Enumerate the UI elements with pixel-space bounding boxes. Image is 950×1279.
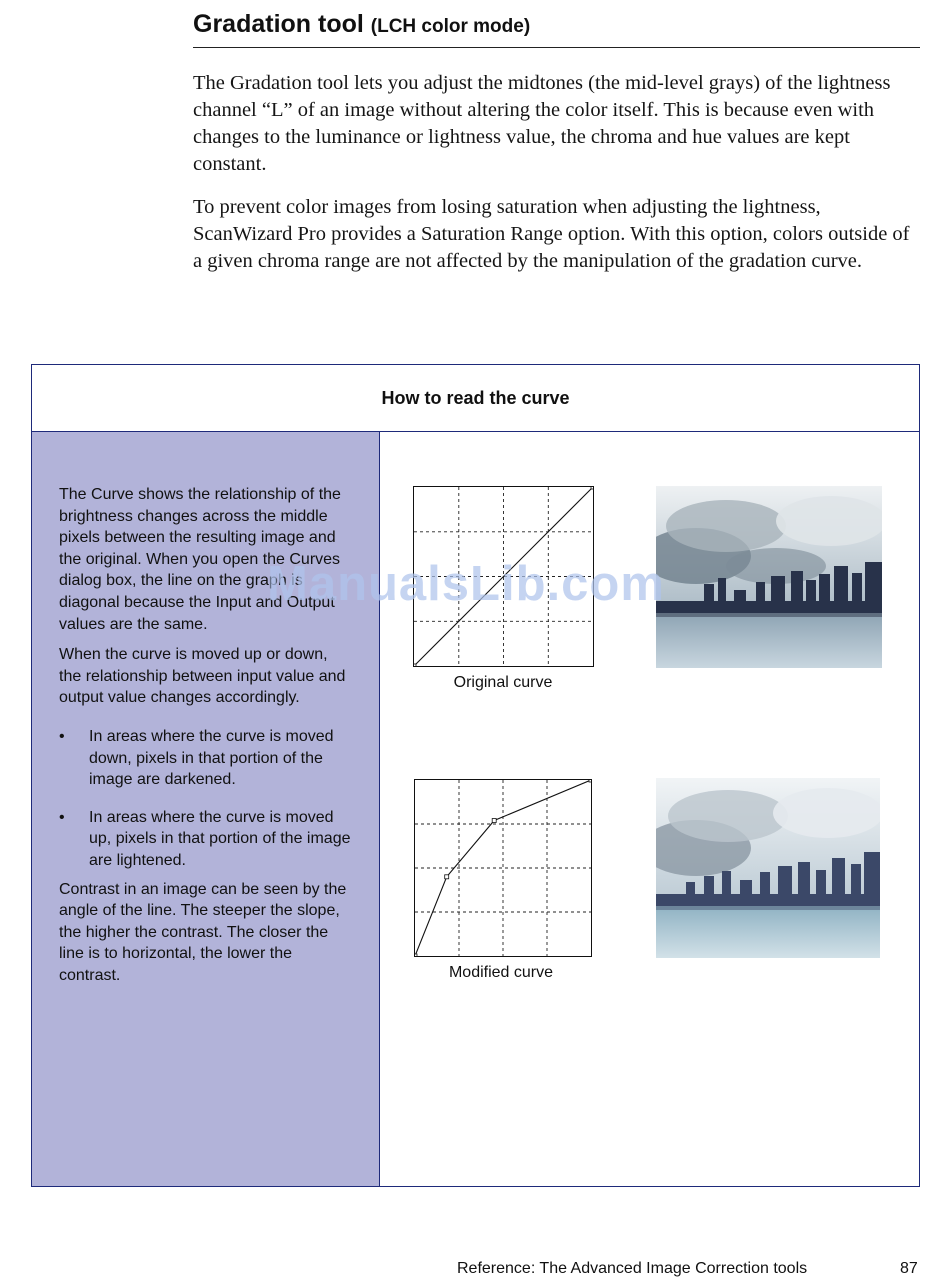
sidebar-paragraph-3: Contrast in an image can be seen by the angle of the line. The steeper the slope, the higher the contrast. The closer the line is to horizontal, the lower the contrast. [59,880,347,984]
modified-curve-point-3 [589,780,591,782]
intro-paragraph-2: To prevent color images from losing saturation when adjusting the lightness, ScanWizard Pro provides a Saturation Range option. With this option, colors outside of a given chroma range are not affected by the manipulation of the gradation curve. [193,196,910,272]
bullet-1-text: In areas where the curve is moved down, pixels in that portion of the image are darkened. [89,727,334,789]
footer-section-title: Reference: The Advanced Image Correction tools [457,1260,808,1277]
modified-curve-point-1 [445,875,449,879]
sidebar-paragraph-1: The Curve shows the relationship of the brightness changes across the middle pixels between the resulting image and the original. When you open the Curves dialog box, the line on the graph is diagonal because the Input and Output values are the same. [59,486,341,633]
intro-paragraph-1: The Gradation tool lets you adjust the midtones (the mid-level grays) of the lightness channel “L” of an image without altering the color itself. This is because even with changes to the luminance or lightness value, the chroma and hue values are kept constant. [193,72,891,175]
modified-curve-plot [415,780,591,956]
original-city-photo [656,486,882,668]
modified-curve-graph [414,779,592,957]
modified-curve-point-2 [492,819,496,823]
heading-title: Gradation tool [193,10,364,38]
sidebar-bullet-1 [59,726,351,791]
modified-curve-caption: Modified curve [448,964,554,981]
heading-rule [193,47,920,48]
heading-subtitle: (LCH color mode) [370,16,531,37]
original-curve-point-0 [414,664,416,666]
curve-info-box [31,364,920,1187]
city-skyline-image-lightened [656,778,880,958]
box-title: How to read the curve [32,365,919,432]
modified-city-photo [656,778,880,958]
bullet-symbol: • [59,727,65,745]
explanation-sidebar [32,432,380,1186]
bullet-symbol: • [59,808,65,826]
original-curve-point-1 [591,487,593,489]
sidebar-paragraph-2: When the curve is moved up or down, the relationship between input value and output value changes accordingly. [59,646,346,707]
modified-curve-point-0 [415,954,417,956]
page-heading [193,8,920,43]
sidebar-bullet-2 [59,807,351,872]
footer-page-number: 87 [900,1260,918,1277]
bullet-2-text: In areas where the curve is moved up, pixels in that portion of the image are lightened. [89,808,351,869]
city-skyline-image [656,486,882,668]
watermark: ManualsLib.com [267,557,665,611]
original-curve-caption: Original curve [453,674,553,691]
